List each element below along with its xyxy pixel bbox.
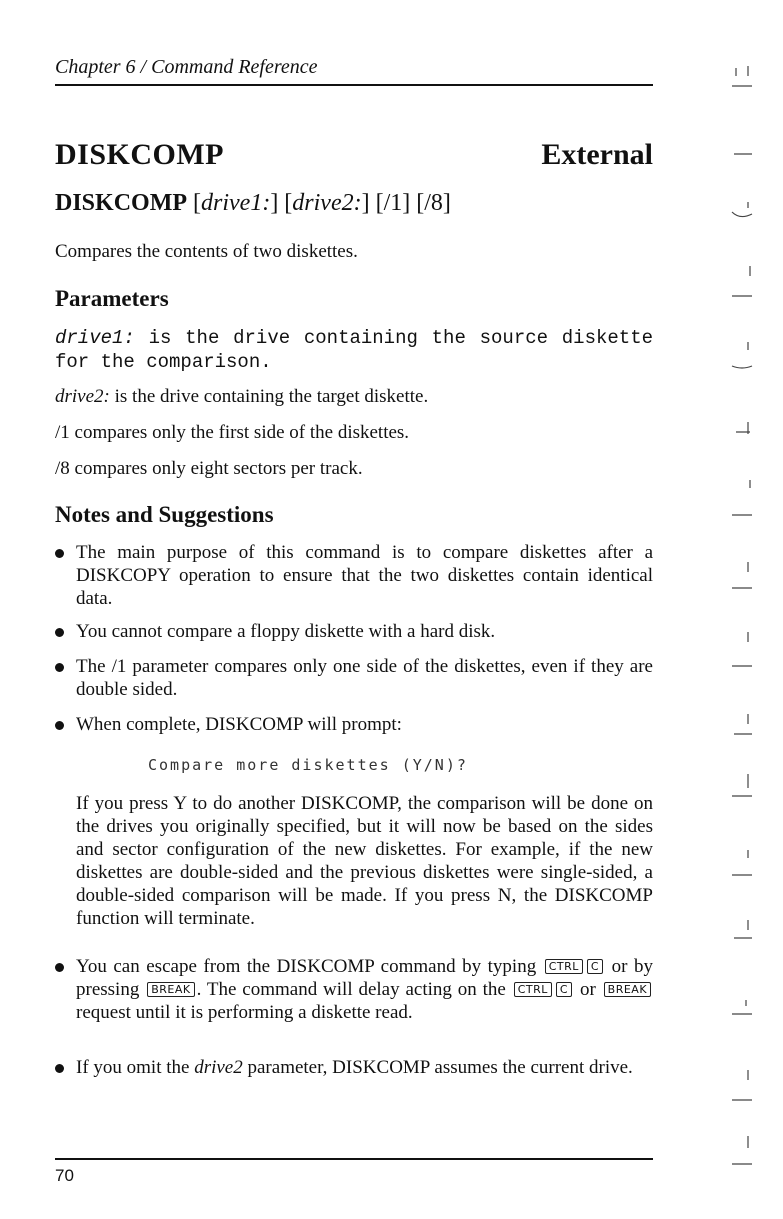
note-text-part: You can escape from the DISKCOMP command by typing (76, 956, 537, 977)
c-key: C (556, 982, 572, 997)
description: Compares the contents of two diskettes. (55, 241, 358, 262)
note-text-part: request until it is performing a diskette read. (76, 1002, 413, 1023)
param-drive2-text: is the drive containing the target diskette. (109, 386, 429, 407)
notes-heading: Notes and Suggestions (55, 502, 274, 527)
syntax-switches: ] [/1] [/8] (361, 190, 451, 216)
param-switch-8: /8 compares only eight sectors per track. (55, 458, 363, 479)
footer-rule (55, 1158, 653, 1160)
syntax-arg-drive1: drive1: (201, 190, 271, 216)
break-key: BREAK (147, 982, 194, 997)
bullet-icon (55, 963, 64, 972)
param-drive2 (55, 385, 428, 408)
note-text-part: or by pressing (76, 956, 654, 1000)
bullet-icon (55, 721, 64, 730)
note-continuation: If you press Y to do another DISKCOMP, the comparison will be done on the drives you originally specified, but it will now be based on the sides and sector configuration of the new diskettes. For example, if the new diskettes are double-sided and the previous diskettes were single-sided, a double-sided comparison will be made. If you press N, the DISKCOMP function will terminate. (76, 793, 653, 929)
note-text-part: . The command will delay acting on the (196, 979, 506, 1000)
param-switch-1: /1 compares only the first side of the diskettes. (55, 422, 410, 443)
param-drive1-text: is the drive containing the source diskette for the comparison. (55, 327, 653, 373)
binding-marks (728, 60, 756, 1180)
note-text-part: If you omit the (76, 1057, 195, 1078)
note-text: The main purpose of this command is to compare diskettes after a DISKCOPY operation to ensure that the two diskettes contain identical data. (76, 542, 653, 609)
note-text-arg: drive2 (194, 1057, 243, 1078)
note-text: When complete, DISKCOMP will prompt: (76, 714, 402, 735)
param-drive1 (55, 326, 653, 374)
syntax-command: DISKCOMP (55, 190, 187, 216)
note-text-part: parameter, DISKCOMP assumes the current drive. (242, 1057, 633, 1078)
syntax-bracket: [ (187, 190, 201, 216)
note-text (76, 955, 653, 1024)
syntax-bracket: ] [ (270, 190, 293, 216)
param-drive2-name: drive2: (55, 386, 110, 407)
c-key: C (587, 959, 603, 974)
header-rule (55, 84, 653, 86)
page-number: 70 (55, 1166, 74, 1185)
note-text: The /1 parameter compares only one side of the diskettes, even if they are double sided. (76, 656, 653, 700)
command-title: DISKCOMP (55, 138, 224, 171)
param-drive1-name: drive1: (55, 327, 135, 349)
bullet-icon (55, 549, 64, 558)
chapter-header: Chapter 6 / Command Reference (55, 56, 318, 78)
note-text: You cannot compare a floppy diskette with a hard disk. (76, 621, 496, 642)
bullet-icon (55, 1064, 64, 1073)
parameters-heading: Parameters (55, 286, 169, 311)
command-type: External (541, 138, 653, 171)
bullet-icon (55, 628, 64, 637)
command-syntax (55, 190, 451, 217)
syntax-arg-drive2: drive2: (292, 190, 362, 216)
note-text (76, 1056, 653, 1079)
ctrl-key: CTRL (514, 982, 552, 997)
ctrl-key: CTRL (545, 959, 583, 974)
bullet-icon (55, 663, 64, 672)
note-text-part: or (579, 979, 596, 1000)
prompt-text: Compare more diskettes (Y/N)? (148, 756, 468, 774)
break-key: BREAK (604, 982, 651, 997)
